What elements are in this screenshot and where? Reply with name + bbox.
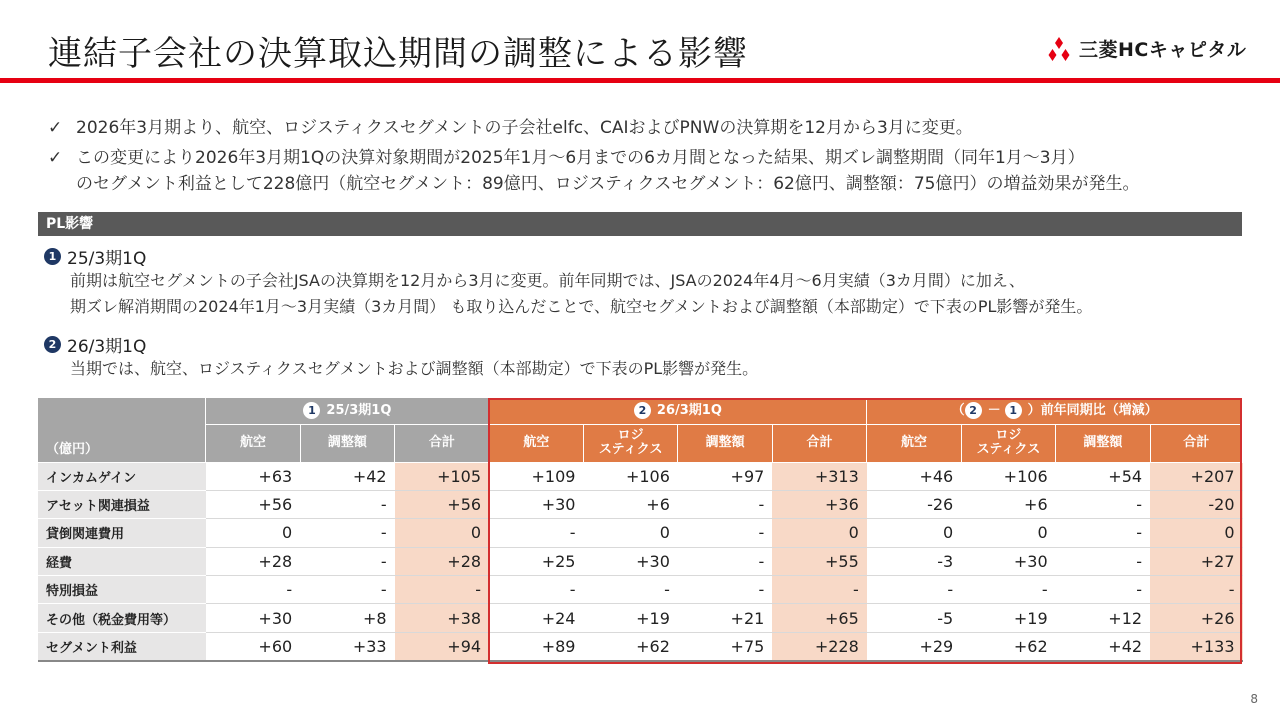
table-cell: - (300, 547, 394, 575)
table-cell: - (678, 490, 772, 518)
col-logistics: ロジ スティクス (583, 424, 677, 462)
col-aviation: 航空 (867, 424, 961, 462)
table-cell: +56 (206, 490, 300, 518)
group-label: 26/3期1Q (656, 403, 722, 419)
table-cell: +42 (300, 462, 394, 490)
page-number: 8 (1250, 692, 1258, 706)
row-label: セグメント利益 (38, 632, 206, 660)
section-title: 25/3期1Q (67, 248, 147, 269)
table-cell: - (489, 519, 583, 547)
section-26-3-1q (44, 332, 758, 382)
table-cell: - (1056, 547, 1150, 575)
table-cell: +109 (489, 462, 583, 490)
table-cell: 0 (395, 519, 489, 547)
bullet-text: 2026年3月期より、航空、ロジスティクスセグメントの子会社elfc、CAIおよびPNWの決算期を12月から3月に変更。 (76, 118, 973, 138)
bullet-text: この変更により2026年3月期1Qの決算対象期間が2025年1月～6月までの6カ月間となった結果、期ズレ調整期間（同年1月～3月） のセグメント利益として228億円（航空セグメント：89億円、ロジスティクスセグメント：62億円、調整額：75億円）の増益効果が発生。 (76, 148, 1140, 194)
minus-sign: － (987, 403, 1001, 419)
table-cell: +26 (1150, 604, 1242, 632)
table-cell: +8 (300, 604, 394, 632)
circled-number-1-icon: 1 (44, 248, 61, 265)
table-cell: +29 (867, 632, 961, 660)
table-cell: 0 (772, 519, 866, 547)
three-diamonds-logo-icon (1046, 37, 1072, 61)
col-total: 合計 (772, 424, 866, 462)
logo-text: 三菱HCキャピタル (1079, 39, 1247, 61)
table-cell: +27 (1150, 547, 1242, 575)
circled-number-2-icon: 2 (965, 402, 982, 419)
section-heading (44, 244, 1092, 268)
table-row (38, 547, 1243, 575)
table-cell: - (1056, 519, 1150, 547)
table-cell: +6 (961, 490, 1055, 518)
company-logo (1046, 35, 1246, 62)
table-cell: 0 (583, 519, 677, 547)
table-cell: +19 (961, 604, 1055, 632)
col-aviation: 航空 (489, 424, 583, 462)
table-cell: -20 (1150, 490, 1242, 518)
table-cell: +97 (678, 462, 772, 490)
row-label: アセット関連損益 (38, 490, 206, 518)
table-cell: 0 (206, 519, 300, 547)
circled-number-2-icon: 2 (44, 336, 61, 353)
table-cell: - (300, 576, 394, 604)
table-cell: +56 (395, 490, 489, 518)
table-cell: +25 (489, 547, 583, 575)
col-total: 合計 (1150, 424, 1242, 462)
table-cell: 0 (961, 519, 1055, 547)
group-label: 前年同期比（増減） (1040, 403, 1158, 419)
section-body: 当期では、航空、ロジスティクスセグメントおよび調整額（本部勘定）で下表のPL影響が発生。 (70, 359, 759, 378)
table-cell: +24 (489, 604, 583, 632)
table-cell: +42 (1056, 632, 1150, 660)
table-cell: +38 (395, 604, 489, 632)
table-cell: - (300, 490, 394, 518)
table-cell: - (1056, 576, 1150, 604)
table-cell: - (206, 576, 300, 604)
table-cell: +94 (395, 632, 489, 660)
bullet-item (48, 115, 1263, 141)
table-cell: - (1056, 490, 1150, 518)
bullet-item (48, 145, 1263, 197)
col-adjustment: 調整額 (678, 424, 772, 462)
table-cell: +54 (1056, 462, 1150, 490)
col-aviation: 航空 (206, 424, 300, 462)
table-cell: 0 (1150, 519, 1242, 547)
table-cell: -3 (867, 547, 961, 575)
table-cell: - (1150, 576, 1242, 604)
row-label: 特別損益 (38, 576, 206, 604)
circled-number-1-icon: 1 (303, 402, 320, 419)
table-cell: - (867, 576, 961, 604)
circled-number-1-icon: 1 (1005, 402, 1022, 419)
table-cell: +30 (489, 490, 583, 518)
table-row (38, 632, 1243, 660)
table-cell: +30 (583, 547, 677, 575)
table-cell: - (300, 519, 394, 547)
row-label: 貸倒関連費用 (38, 519, 206, 547)
table-cell: - (583, 576, 677, 604)
table-cell: - (678, 576, 772, 604)
table-cell: +228 (772, 632, 866, 660)
table-cell: +36 (772, 490, 866, 518)
table-cell: +75 (678, 632, 772, 660)
row-label: 経費 (38, 547, 206, 575)
table-cell: +62 (583, 632, 677, 660)
table-cell: +19 (583, 604, 677, 632)
summary-bullets (48, 115, 1263, 201)
table-cell: +28 (395, 547, 489, 575)
table-cell: - (395, 576, 489, 604)
table-cell: +30 (961, 547, 1055, 575)
table-cell: +65 (772, 604, 866, 632)
table-cell: - (678, 547, 772, 575)
row-label: その他（税金費用等） (38, 604, 206, 632)
table-cell: +106 (961, 462, 1055, 490)
table-cell: +62 (961, 632, 1055, 660)
row-label: インカムゲイン (38, 462, 206, 490)
table-cell: -5 (867, 604, 961, 632)
paren-open: （ (951, 403, 965, 419)
table-row (38, 576, 1243, 604)
table-cell: - (678, 519, 772, 547)
table-cell: +55 (772, 547, 866, 575)
table-cell: -26 (867, 490, 961, 518)
table-row (38, 519, 1243, 547)
col-logistics: ロジ スティクス (961, 424, 1055, 462)
section-body: 前期は航空セグメントの子会社JSAの決算期を12月から3月に変更。前年同期では、JSAの2024年4月～6月実績（3カ月間）に加え、 期ズレ解消期間の2024年1月～3月実績（3カ月間） も取り込んだことで、航空セグメントおよび調整額（本部勘定）で下表のPL影響が発生。 (70, 271, 1093, 316)
unit-label: （億円） (38, 398, 206, 462)
table-row (38, 604, 1243, 632)
table-cell: +30 (206, 604, 300, 632)
table-cell: +6 (583, 490, 677, 518)
table-row (38, 490, 1243, 518)
circled-number-2-icon: 2 (634, 402, 651, 419)
table-cell: +133 (1150, 632, 1242, 660)
table-row (38, 462, 1243, 490)
table-cell: +33 (300, 632, 394, 660)
table-cell: - (489, 576, 583, 604)
table-cell: +12 (1056, 604, 1150, 632)
table-cell: +21 (678, 604, 772, 632)
section-25-3-1q (44, 244, 1092, 320)
table-cell: +28 (206, 547, 300, 575)
table-cell: - (772, 576, 866, 604)
group-header-25-3-1q (206, 398, 489, 424)
table-cell: +207 (1150, 462, 1242, 490)
table-cell: +46 (867, 462, 961, 490)
table-cell: +63 (206, 462, 300, 490)
table-cell: +89 (489, 632, 583, 660)
table-cell: +106 (583, 462, 677, 490)
check-icon: ✓ (48, 148, 63, 168)
table-cell: +313 (772, 462, 866, 490)
col-adjustment: 調整額 (300, 424, 394, 462)
pl-impact-table (38, 398, 1243, 662)
table-cell: - (961, 576, 1055, 604)
group-label: 25/3期1Q (326, 403, 392, 419)
title-divider (0, 78, 1280, 83)
col-total: 合計 (395, 424, 489, 462)
group-header-26-3-1q (489, 398, 867, 424)
table-cell: +105 (395, 462, 489, 490)
table-cell: 0 (867, 519, 961, 547)
page-title: 連結子会社の決算取込期間の調整による影響 (48, 34, 748, 74)
section-title: 26/3期1Q (67, 336, 147, 357)
group-header-yoy (867, 398, 1243, 424)
pl-impact-heading: PL影響 (38, 212, 1242, 236)
check-icon: ✓ (48, 118, 63, 138)
col-adjustment: 調整額 (1056, 424, 1150, 462)
table-cell: +60 (206, 632, 300, 660)
paren-close: ） (1027, 403, 1041, 419)
section-heading (44, 332, 758, 356)
